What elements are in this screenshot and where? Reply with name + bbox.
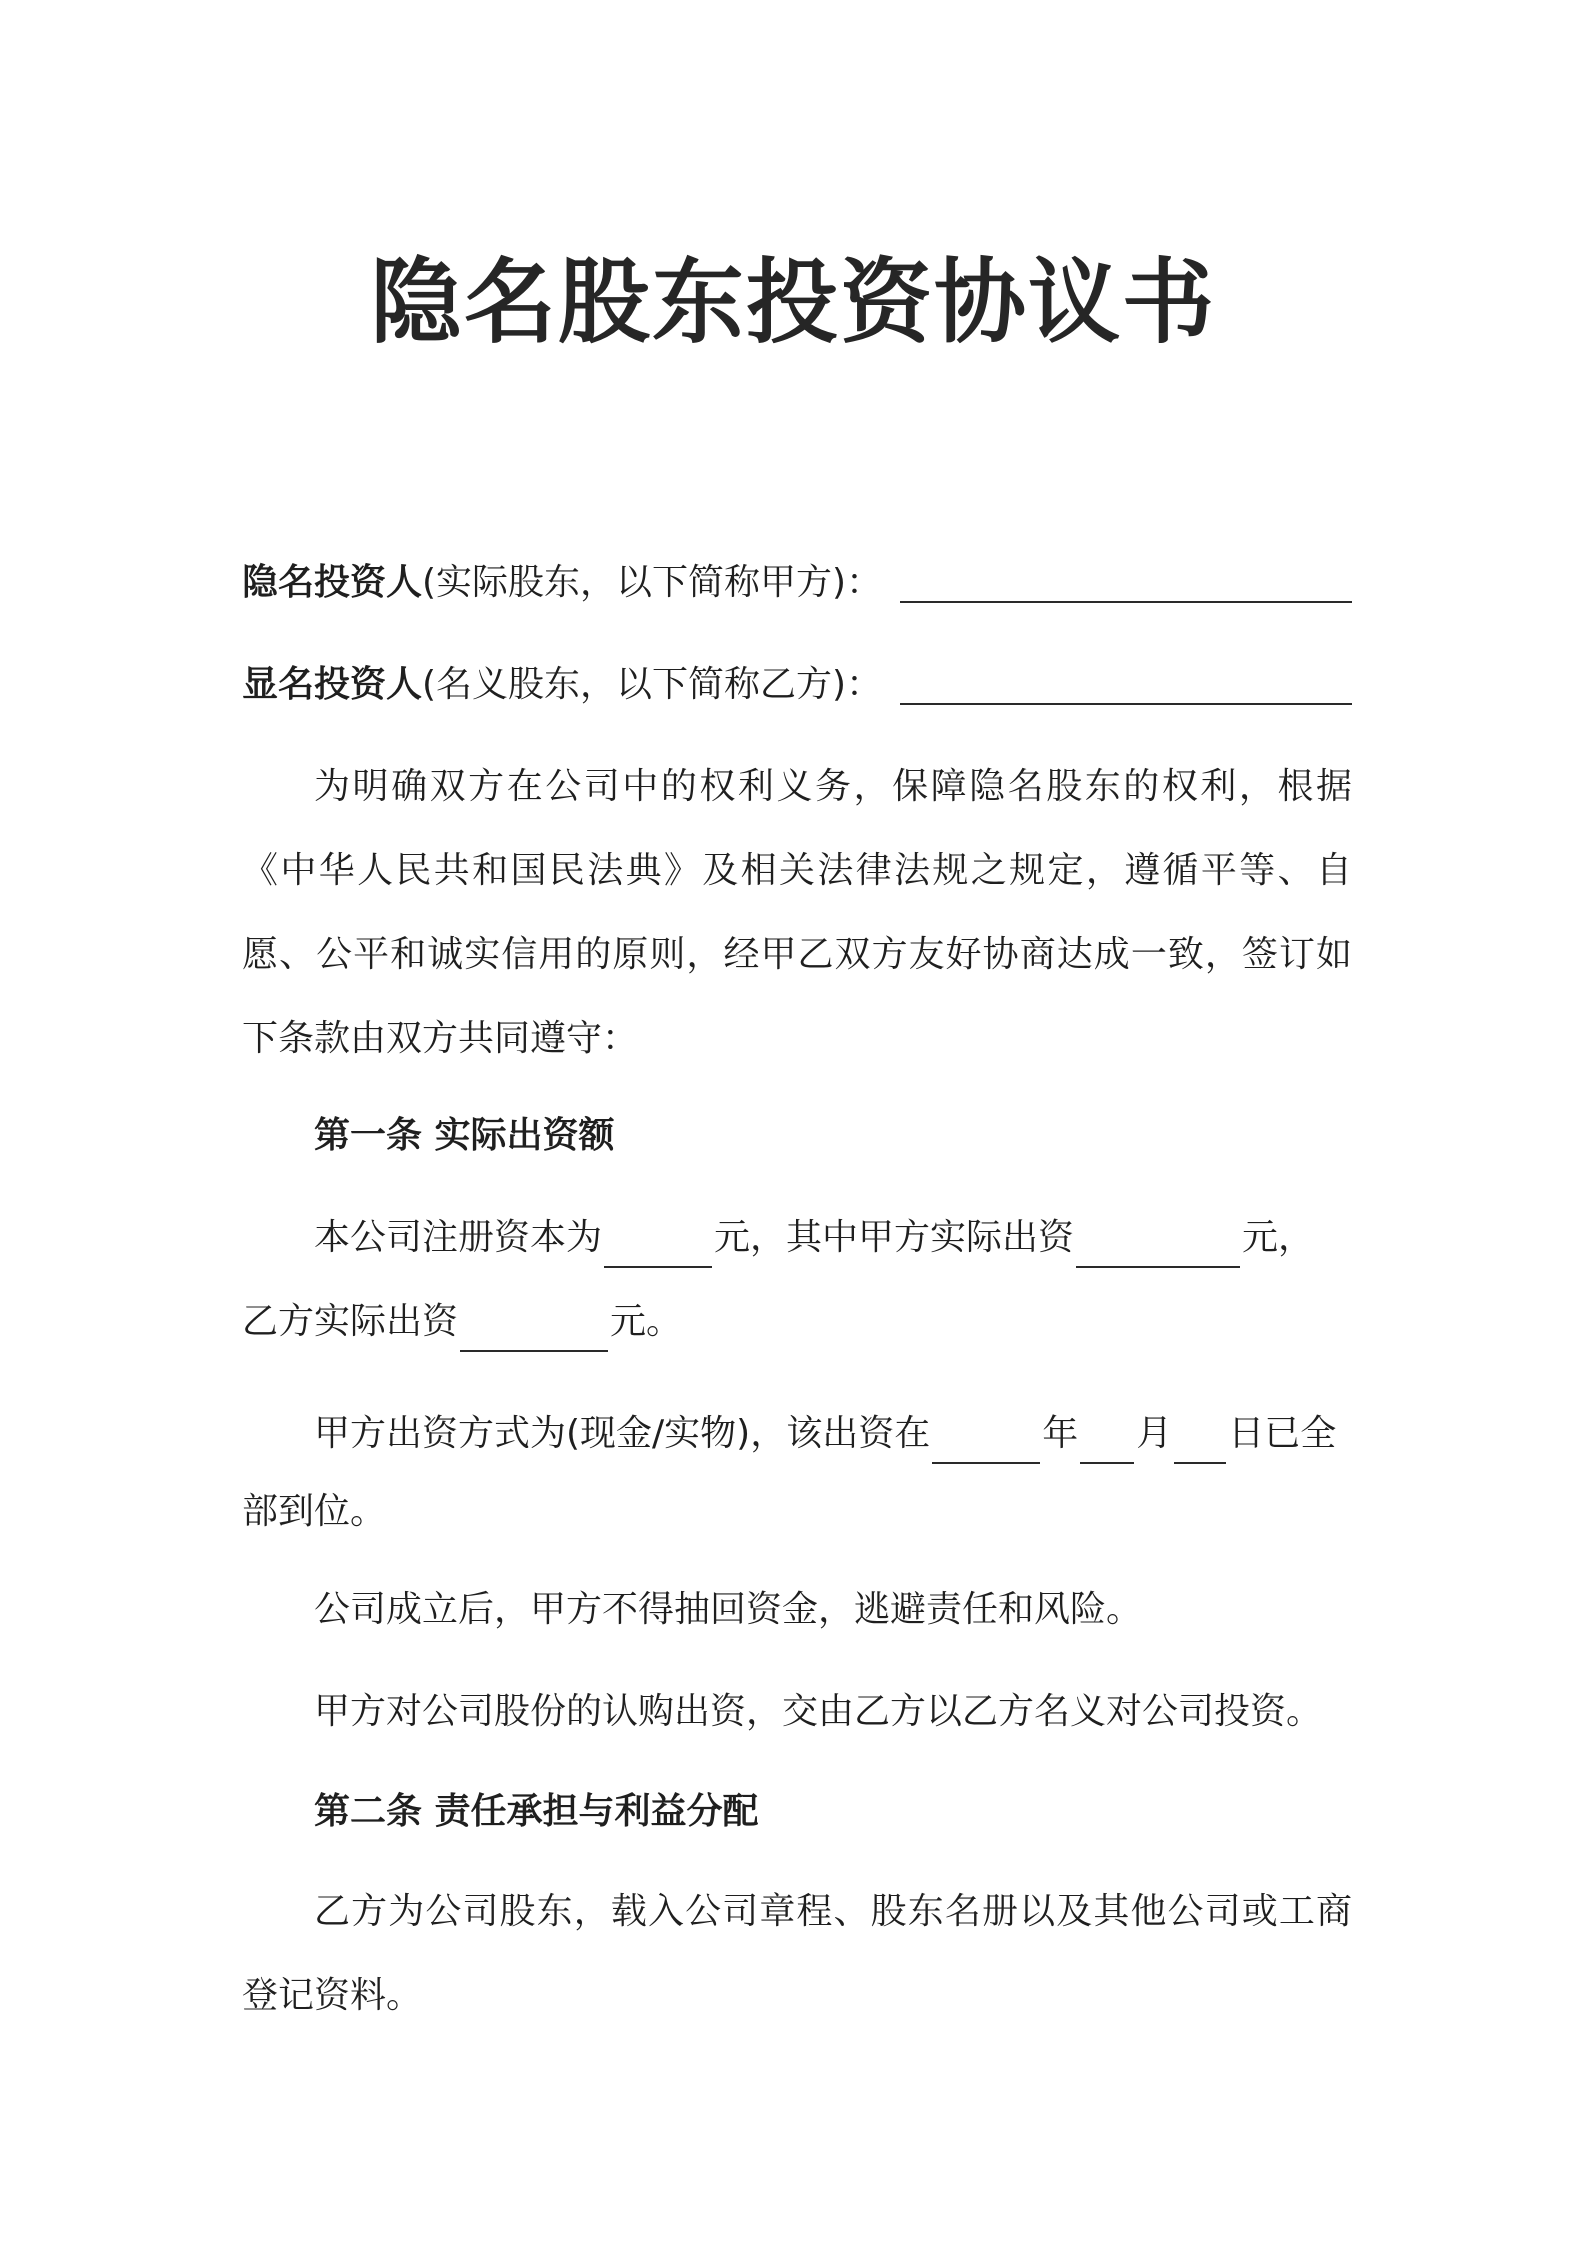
capital-line xyxy=(242,1208,1424,1268)
capital-line-2 xyxy=(242,1292,1352,1352)
clause-share-subscription: 甲方对公司股份的认购出资，交由乙方以乙方名义对公司投资。 xyxy=(314,1691,1323,1732)
capital-text-3: 元， xyxy=(1242,1217,1315,1258)
method-year-label: 年 xyxy=(1042,1413,1079,1454)
preamble-paragraph: 为明确双方在公司中的权利义务，保障隐名股东的权利，根据《中华人民共和国民法典》及相关法律法规之规定，遵循平等、自愿、公平和诚实信用的原则，经甲乙双方友好协商达成一致，签订如下条款由双方共同遵守： xyxy=(242,766,1352,1059)
capital2-text-1: 乙方实际出资 xyxy=(242,1301,459,1342)
day-blank[interactable] xyxy=(1174,1416,1226,1464)
year-blank[interactable] xyxy=(932,1416,1040,1464)
party-b-blank[interactable] xyxy=(900,703,1352,705)
registered-capital-blank[interactable] xyxy=(604,1220,712,1268)
method-month-label: 月 xyxy=(1136,1413,1173,1454)
party-a-row xyxy=(242,553,1352,613)
article-2-clause-1: 乙方为公司股东，载入公司章程、股东名册以及其他公司或工商登记资料。 xyxy=(242,1891,1352,2016)
method-text-4: 日已全 xyxy=(1228,1413,1337,1454)
capital-text-2: 元，其中甲方实际出资 xyxy=(714,1217,1075,1258)
party-a-contribution-blank[interactable] xyxy=(1076,1220,1240,1268)
capital2-text-2: 元。 xyxy=(610,1301,683,1342)
party-b-desc: (名义股东，以下简称乙方)： xyxy=(422,664,883,705)
party-a-label: 隐名投资人 xyxy=(242,562,423,603)
article-2-heading: 第二条 责任承担与利益分配 xyxy=(314,1791,759,1832)
method-line xyxy=(242,1404,1424,1464)
party-b-row xyxy=(242,655,1352,715)
month-blank[interactable] xyxy=(1080,1416,1134,1464)
party-a-blank[interactable] xyxy=(900,601,1352,603)
capital-text-1: 本公司注册资本为 xyxy=(314,1217,603,1258)
document-title: 隐名股东投资协议书 xyxy=(369,249,1216,356)
method-line-2: 部到位。 xyxy=(242,1491,387,1532)
method-text-1: 甲方出资方式为(现金/实物)，该出资在 xyxy=(314,1413,931,1454)
party-a-desc: (实际股东，以下简称甲方)： xyxy=(422,562,883,603)
party-b-contribution-blank[interactable] xyxy=(460,1304,608,1352)
clause-no-withdrawal: 公司成立后，甲方不得抽回资金，逃避责任和风险。 xyxy=(314,1589,1143,1630)
party-b-label: 显名投资人 xyxy=(242,664,423,705)
article-1-heading: 第一条 实际出资额 xyxy=(314,1115,615,1156)
